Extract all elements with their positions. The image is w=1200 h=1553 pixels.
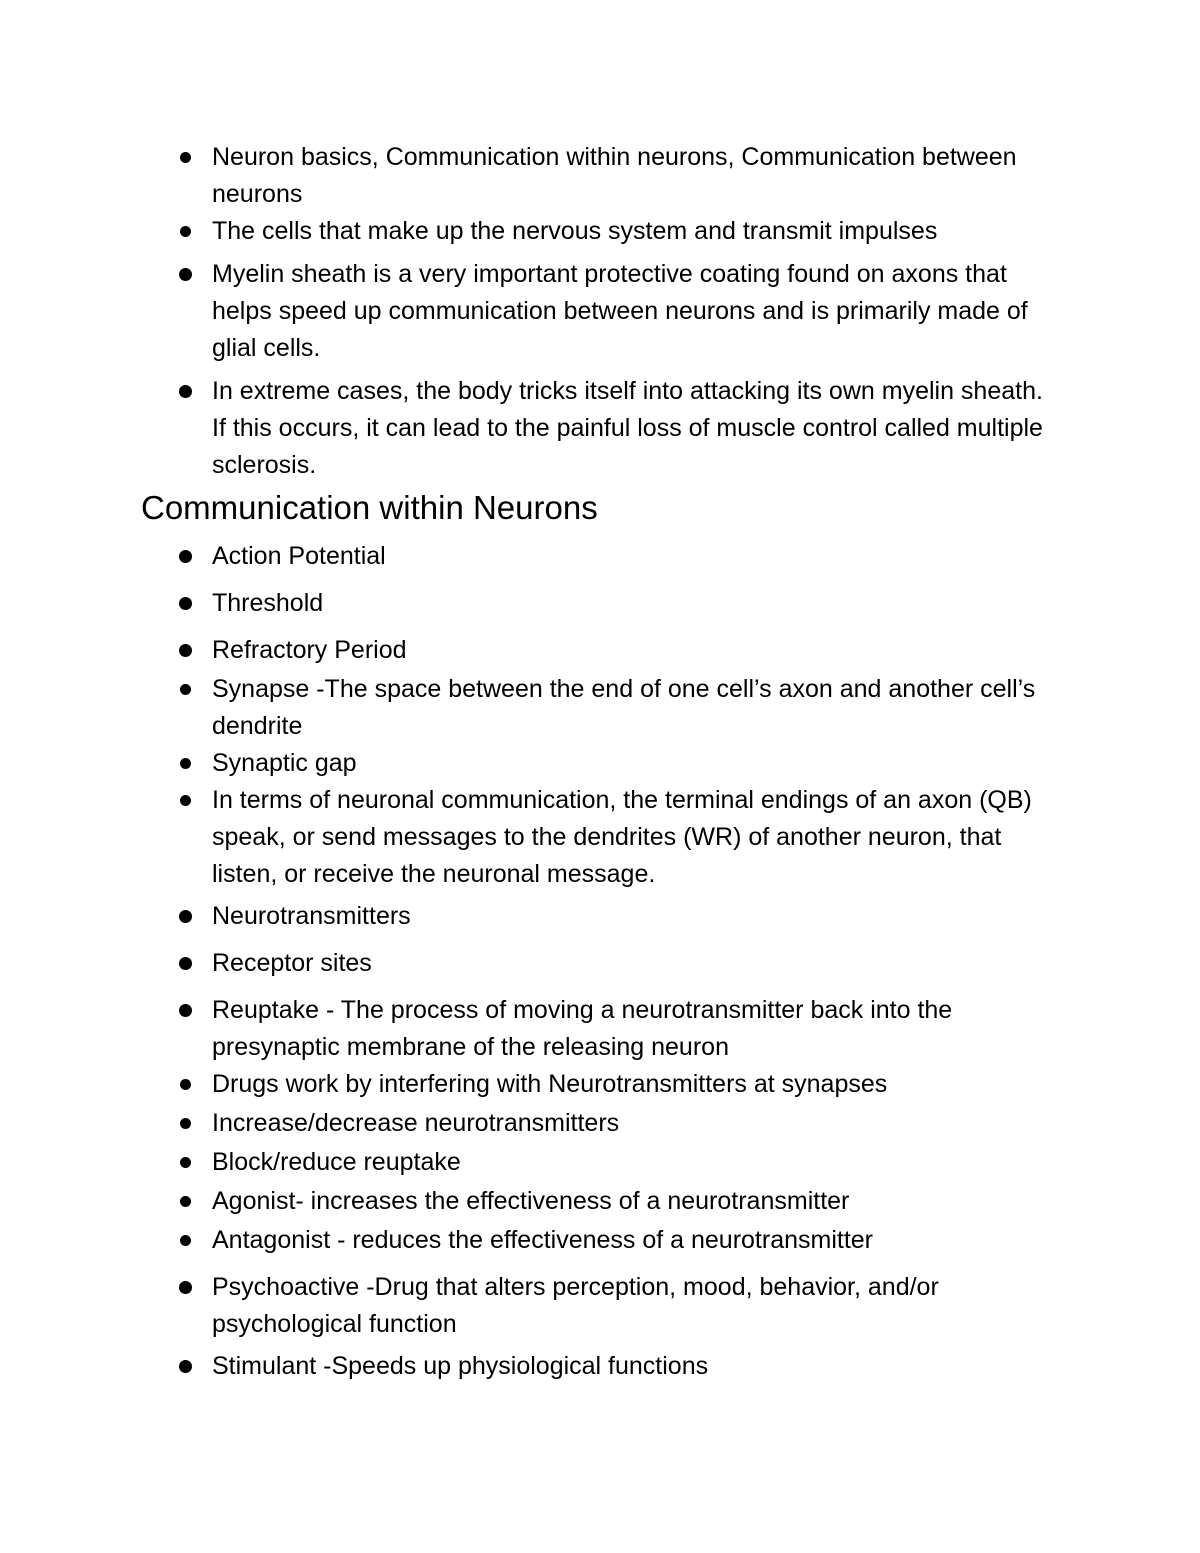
list-item: [0, 1269, 1200, 1343]
section-bullet-list: [0, 538, 1200, 1385]
list-item: [0, 1348, 1200, 1385]
list-item: [0, 1066, 1200, 1103]
list-item-text: Block/reduce reuptake: [212, 1148, 461, 1176]
list-item-text: Stimulant -Speeds up physiological functions: [212, 1352, 709, 1380]
list-item-text: The cells that make up the nervous system and transmit impulses: [212, 217, 938, 245]
list-item-text: In terms of neuronal communication, the terminal endings of an axon (QB) speak, or send messages to the dendrites (WR) of another neuron, that listen, or receive the neuronal message.: [212, 786, 1032, 888]
list-item: [0, 256, 1200, 367]
list-item: [0, 782, 1200, 893]
list-item: [0, 992, 1200, 1066]
list-item-text: Psychoactive -Drug that alters perception, mood, behavior, and/or psychological function: [212, 1273, 939, 1338]
bullet-icon: [180, 1235, 191, 1246]
list-item-text: Agonist- increases the effectiveness of a neurotransmitter: [212, 1187, 850, 1215]
list-item-text: Neurotransmitters: [212, 902, 411, 930]
bullet-icon: [179, 1281, 192, 1294]
bullet-icon: [179, 644, 192, 657]
list-item: [0, 139, 1200, 213]
list-item-text: Drugs work by interfering with Neurotransmitters at synapses: [212, 1070, 888, 1098]
list-item: [0, 745, 1200, 782]
list-item-text: Refractory Period: [212, 636, 407, 664]
list-item-text: Myelin sheath is a very important protective coating found on axons that helps speed up communication between neurons and is primarily made of glial cells.: [212, 260, 1028, 362]
bullet-icon: [179, 385, 192, 398]
list-item: [0, 1144, 1200, 1181]
section-heading: Communication within Neurons: [141, 489, 598, 526]
bullet-icon: [179, 910, 192, 923]
list-item: [0, 945, 1200, 982]
bullet-icon: [180, 1157, 191, 1168]
list-item-text: Action Potential: [212, 542, 386, 570]
list-item: [0, 373, 1200, 484]
list-item-text: In extreme cases, the body tricks itself into attacking its own myelin sheath. If this occurs, it can lead to the painful loss of muscle control called multiple sclerosis.: [212, 377, 1043, 479]
bullet-icon: [179, 1004, 192, 1017]
list-item: [0, 585, 1200, 622]
bullet-icon: [179, 1360, 192, 1373]
intro-bullet-list: [0, 139, 1200, 484]
bullet-icon: [180, 152, 191, 163]
list-item-text: Neuron basics, Communication within neurons, Communication between neurons: [212, 143, 1017, 208]
bullet-icon: [180, 758, 191, 769]
bullet-icon: [180, 1118, 191, 1129]
list-item: [0, 1222, 1200, 1259]
list-item-text: Antagonist - reduces the effectiveness of a neurotransmitter: [212, 1226, 874, 1254]
bullet-icon: [180, 795, 191, 806]
bullet-icon: [180, 1079, 191, 1090]
bullet-icon: [179, 597, 192, 610]
list-item-text: Threshold: [212, 589, 324, 617]
list-item: [0, 1183, 1200, 1220]
list-item: [0, 213, 1200, 250]
list-item-text: Synaptic gap: [212, 749, 357, 777]
list-item: [0, 1105, 1200, 1142]
bullet-icon: [180, 1196, 191, 1207]
list-item: [0, 632, 1200, 669]
list-item: [0, 671, 1200, 745]
list-item-text: Reuptake - The process of moving a neurotransmitter back into the presynaptic membrane of the releasing neuron: [212, 996, 953, 1061]
list-item: [0, 538, 1200, 575]
bullet-icon: [179, 550, 192, 563]
bullet-icon: [180, 226, 191, 237]
bullet-icon: [179, 268, 192, 281]
bullet-icon: [180, 684, 191, 695]
list-item-text: Receptor sites: [212, 949, 372, 977]
list-item-text: Increase/decrease neurotransmitters: [212, 1109, 620, 1137]
bullet-icon: [179, 957, 192, 970]
list-item: [0, 898, 1200, 935]
list-item-text: Synapse -The space between the end of one cell’s axon and another cell’s dendrite: [212, 675, 1036, 740]
